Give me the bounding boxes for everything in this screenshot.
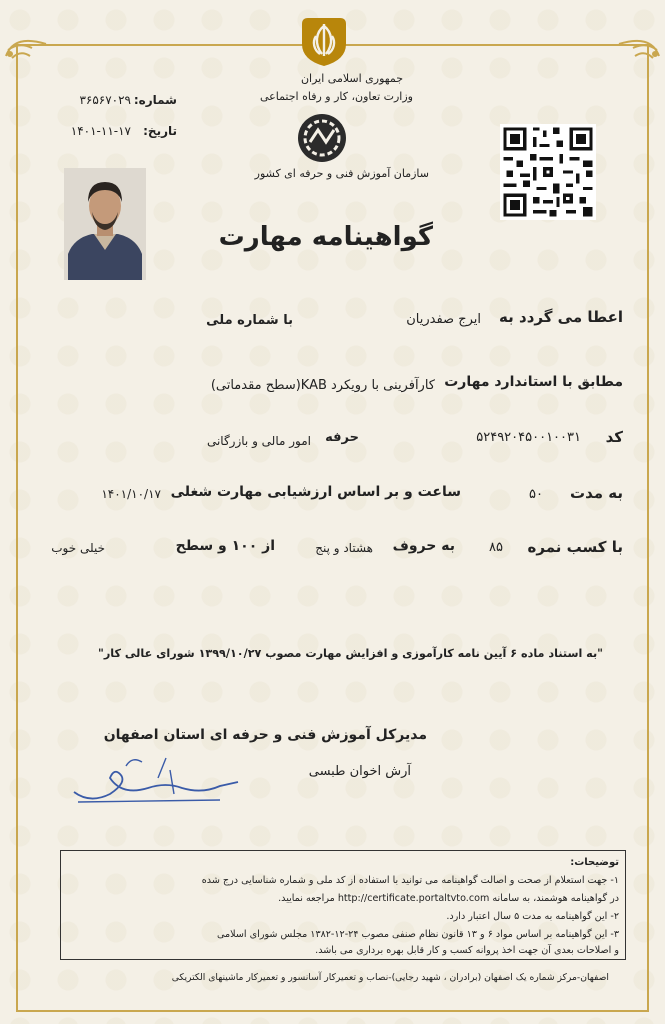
out-of-level-label: از ۱۰۰ و سطح bbox=[175, 538, 275, 554]
assessment-date: ۱۴۰۱/۱۰/۱۷ bbox=[101, 487, 161, 501]
score-words-label: به حروف bbox=[392, 538, 455, 554]
national-id-label: با شماره ملی bbox=[206, 313, 293, 328]
country-name: جمهوری اسلامی ایران bbox=[300, 72, 403, 85]
duration-value: ۵۰ bbox=[529, 487, 543, 502]
standard-name: کارآفرینی با رویکرد KAB(سطح مقدماتی) bbox=[210, 378, 435, 393]
training-center-info: اصفهان-مرکز شماره یک اصفهان (برادران ، شهید رجایی)-نصاب و تعمیرکار آسانسور و تعمیرکار ماشینهای الکتریکی bbox=[171, 972, 609, 983]
signatory-position: مدیرکل آموزش فنی و حرفه ای استان اصفهان bbox=[103, 727, 427, 743]
notes-box bbox=[60, 850, 626, 960]
score-label: با کسب نمره bbox=[527, 538, 623, 556]
ministry-name: وزارت تعاون، کار و رفاه اجتماعی bbox=[259, 90, 413, 103]
corner-ornament-left-icon bbox=[2, 34, 50, 60]
notes-heading: توضیحات: bbox=[570, 857, 619, 868]
qr-code-icon bbox=[500, 124, 596, 220]
tvto-logo-icon bbox=[296, 112, 348, 164]
hours-assessment-label: ساعت و بر اساس ارزشیابی مهارت شغلی bbox=[170, 484, 461, 500]
note-line-5: و اصلاحات بعدی آن جهت اخذ پروانه کسب و کار قابل بهره برداری می باشد. bbox=[315, 945, 619, 956]
corner-ornament-right-icon bbox=[615, 34, 663, 60]
recipient-name: ایرج صفدریان bbox=[406, 312, 481, 327]
signatory-name: آرش اخوان طبسی bbox=[308, 764, 411, 779]
skill-level: خیلی خوب bbox=[51, 541, 105, 555]
legal-basis-statement: "به استناد ماده ۶ آیین نامه کارآموزی و افزایش مهارت مصوب ۱۳۹۹/۱۰/۲۷ شورای عالی کار" bbox=[97, 647, 603, 660]
recipient-portrait-icon bbox=[64, 168, 146, 280]
recipient-photo bbox=[64, 168, 146, 280]
issue-date: ۱۴۰۱-۱۱-۱۷ bbox=[70, 124, 131, 138]
duration-label: به مدت bbox=[570, 484, 623, 502]
standard-label: مطابق با استاندارد مهارت bbox=[444, 374, 623, 390]
certificate-title: گواهینامه مهارت bbox=[218, 222, 433, 252]
trade-name: امور مالی و بازرگانی bbox=[206, 434, 311, 448]
signature-icon bbox=[70, 752, 240, 814]
organization-name: سازمان آموزش فنی و حرفه ای کشور bbox=[254, 167, 429, 180]
code-label: کد bbox=[605, 428, 623, 446]
score-value: ۸۵ bbox=[489, 540, 503, 555]
awarded-to-label: اعطا می گردد به bbox=[499, 308, 623, 326]
certificate-number: ۳۶۵۶۷۰۲۹ bbox=[79, 93, 131, 107]
national-emblem-icon bbox=[296, 14, 352, 68]
note-line-1: ۱- جهت استعلام از صحت و اصالت گواهینامه می توانید با استفاده از کد ملی و شماره شناسایی درج شده bbox=[201, 875, 619, 886]
note-line-3: ۲- این گواهینامه به مدت ۵ سال اعتبار دارد. bbox=[446, 911, 619, 922]
standard-code: ۵۲۴۹۲۰۴۵۰۰۱۰۰۳۱ bbox=[476, 430, 581, 445]
number-label: شماره: bbox=[133, 93, 177, 107]
date-label: تاریخ: bbox=[143, 124, 177, 138]
trade-label: حرفه bbox=[325, 430, 359, 445]
score-in-words: هشتاد و پنج bbox=[315, 541, 373, 555]
note-line-4: ۳- این گواهینامه بر اساس مواد ۶ و ۱۳ قانون نظام صنفی مصوب ۲۴-۱۲-۱۳۸۲ مجلس شورای اسلامی bbox=[217, 929, 619, 940]
note-line-2: در گواهینامه هوشمند، به سامانه http://certificate.portaltvto.com مراجعه نمایید. bbox=[278, 893, 619, 904]
